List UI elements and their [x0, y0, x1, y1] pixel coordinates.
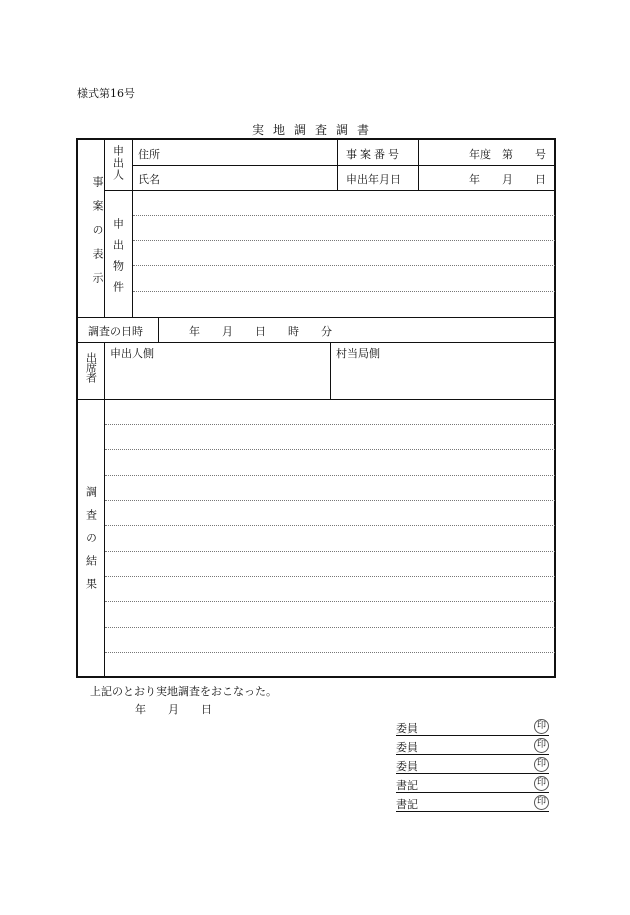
form-number: 様式第16号: [77, 87, 135, 100]
writing-line: [133, 291, 555, 292]
writing-line: [105, 525, 555, 526]
applicant-label: 申出人: [111, 145, 125, 181]
divider: [104, 190, 555, 191]
signature-line[interactable]: [396, 758, 549, 774]
writing-line: [105, 500, 555, 501]
writing-line: [105, 449, 555, 450]
writing-line: [105, 627, 555, 628]
village-side-label: 村当局側: [336, 347, 380, 360]
writing-line: [133, 215, 555, 216]
signature-role: 委員: [396, 741, 418, 754]
divider: [158, 317, 159, 342]
writing-line: [133, 265, 555, 266]
writing-line: [105, 424, 555, 425]
signature-line[interactable]: [396, 777, 549, 793]
signature-line[interactable]: [396, 796, 549, 812]
writing-line: [133, 240, 555, 241]
signature-role: 委員: [396, 760, 418, 773]
signature-line[interactable]: [396, 720, 549, 736]
case-section-label: 事案の表示: [91, 176, 104, 296]
attendees-label: 出席者: [84, 352, 98, 382]
signature-role: 書記: [396, 798, 418, 811]
signature-role: 書記: [396, 779, 418, 792]
application-date-label: 申出年月日: [346, 173, 401, 186]
survey-datetime-value: 年 月 日 時 分: [189, 325, 332, 338]
seal-mark: 印: [534, 757, 549, 772]
statement-date: 年 月 日: [135, 703, 212, 716]
address-label: 住所: [138, 148, 160, 161]
applicant-side-label: 申出人側: [110, 347, 154, 360]
divider: [77, 342, 555, 343]
writing-line: [105, 551, 555, 552]
divider: [77, 317, 555, 318]
writing-line: [105, 652, 555, 653]
case-number-label: 事案番号: [346, 148, 402, 161]
statement-text: 上記のとおり実地調査をおこなった。: [90, 685, 277, 698]
divider: [132, 165, 555, 166]
writing-line: [105, 475, 555, 476]
page-title: 実地調査調書: [251, 123, 378, 137]
writing-line: [105, 576, 555, 577]
case-number-value: 年度 第 号: [469, 148, 546, 161]
property-label: 申出物件: [111, 218, 125, 302]
seal-mark: 印: [534, 738, 549, 753]
results-label: 調査の結果: [84, 486, 98, 601]
seal-mark: 印: [534, 795, 549, 810]
signature-role: 委員: [396, 722, 418, 735]
survey-datetime-label: 調査の日時: [88, 325, 143, 338]
name-label: 氏名: [138, 173, 160, 186]
divider: [330, 342, 331, 399]
divider: [77, 399, 555, 400]
survey-form-table: [76, 138, 556, 678]
seal-mark: 印: [534, 719, 549, 734]
seal-mark: 印: [534, 776, 549, 791]
signature-line[interactable]: [396, 739, 549, 755]
application-date-value: 年 月 日: [469, 173, 546, 186]
writing-line: [105, 601, 555, 602]
